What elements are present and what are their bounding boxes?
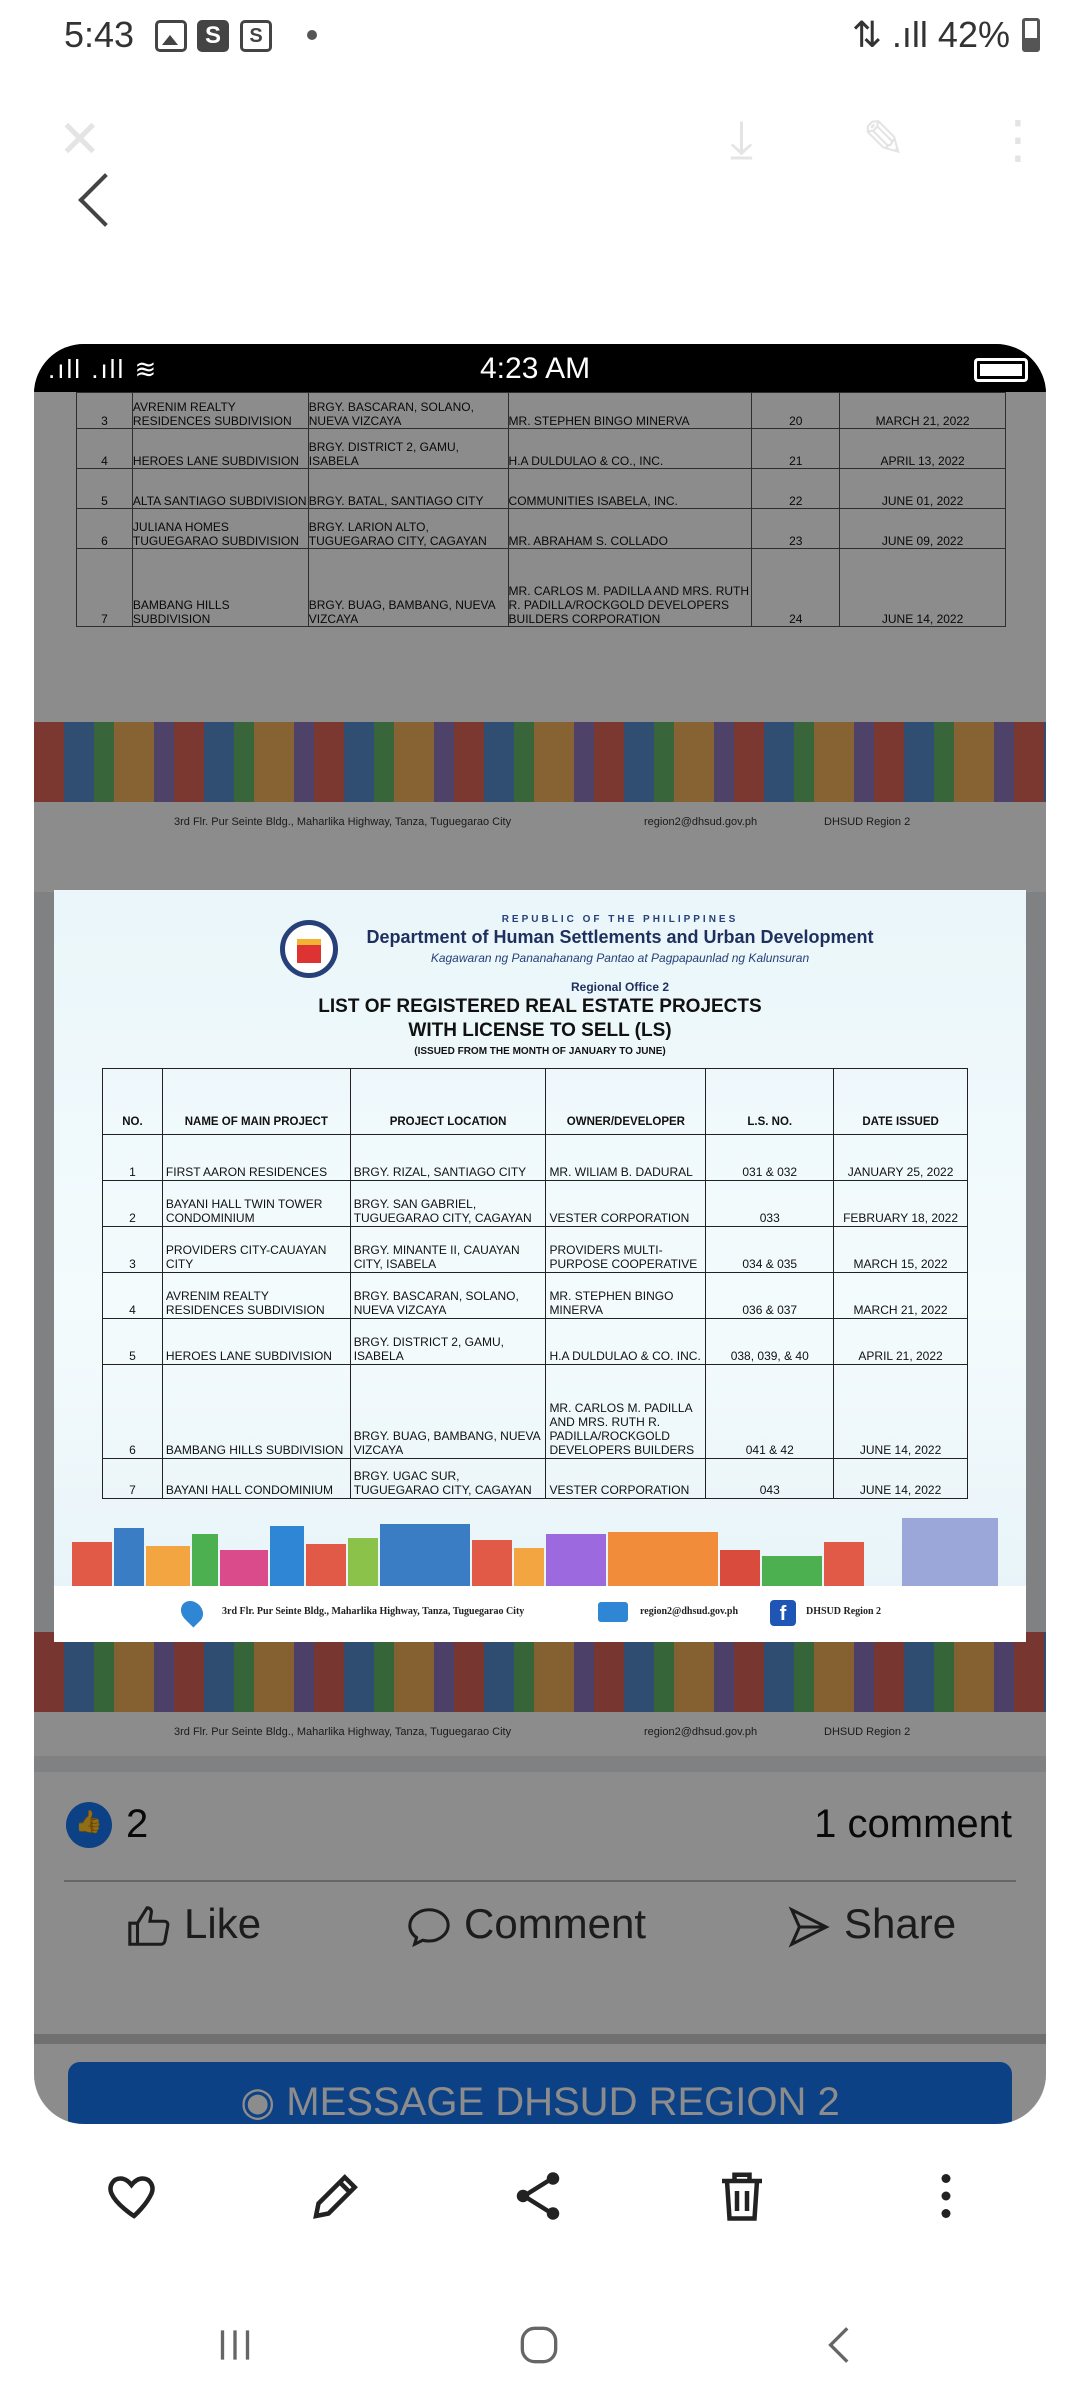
image-viewer-toolbar [0,2140,1080,2250]
table-row [103,1181,968,1227]
back-button[interactable] [70,165,130,235]
cell-project: PROVIDERS CITY-CAUAYAN CITY [162,1227,350,1273]
column-header: OWNER/DEVELOPER [546,1069,706,1135]
cell-project: HEROES LANE SUBDIVISION [162,1319,350,1365]
table-row [103,1365,968,1459]
more-options-icon[interactable] [916,2166,976,2226]
home-icon[interactable] [514,2320,564,2370]
cell-no: 5 [103,1319,163,1365]
footer-page-name: DHSUD Region 2 [806,1606,882,1617]
column-header: NO. [103,1069,163,1135]
inner-status-time: 4:23 AM [480,352,591,385]
cell-no: 3 [103,1227,163,1273]
table-row [103,1135,968,1181]
background-skyline [34,722,1046,802]
notification-dot-icon [307,30,317,40]
background-skyline-lower [34,1632,1046,1712]
gallery-icon [155,20,187,52]
cell-date: MARCH 15, 2022 [834,1227,968,1273]
section-divider [34,2034,1046,2044]
cell-ls-no: 043 [706,1459,834,1499]
cell-location: BRGY. RIZAL, SANTIAGO CITY [350,1135,546,1181]
background-footer-lower: 3rd Flr. Pur Seinte Bldg., Maharlika Highway, Tanza, Tuguegarao City region2@dhsud.gov.ph DHSUD Region 2 [34,1712,1046,1756]
table-row [103,1319,968,1365]
cell-location: BRGY. SAN GABRIEL, TUGUEGARAO CITY, CAGAYAN [350,1181,546,1227]
email-icon [598,1602,628,1622]
cell-date: JANUARY 25, 2022 [834,1135,968,1181]
cell-no: 4 [103,1273,163,1319]
cell-date: MARCH 21, 2022 [834,1273,968,1319]
cell-date: FEBRUARY 18, 2022 [834,1181,968,1227]
cell-project: BAMBANG HILLS SUBDIVISION [162,1365,350,1459]
cell-owner: VESTER CORPORATION [546,1459,706,1499]
comment-button[interactable] [404,1900,646,1950]
document-title: LIST OF REGISTERED REAL ESTATE PROJECTS [318,996,762,1017]
department-name: Department of Human Settlements and Urban Development [366,927,874,947]
location-pin-icon [176,1596,207,1627]
republic-label: REPUBLIC OF THE PHILIPPINES [501,914,739,925]
thumbs-up-icon [124,1904,174,1950]
more-icon: ⋮ [992,111,1044,169]
cell-ls-no: 041 & 42 [706,1365,834,1459]
cell-location: BRGY. DISTRICT 2, GAMU, ISABELA [350,1319,546,1365]
cell-no: 7 [103,1459,163,1499]
table-row [103,1227,968,1273]
divider [64,1880,1016,1882]
cell-no: 6 [103,1365,163,1459]
cell-date: JUNE 14, 2022 [834,1459,968,1499]
comment-label: Comment [464,1900,647,1947]
cell-no: 2 [103,1181,163,1227]
table-header-row [103,1069,968,1135]
inner-signal-icon: .ıll .ıll ≋ [48,354,159,384]
background-post-image [34,392,1046,892]
footer-email: region2@dhsud.gov.ph [640,1606,739,1617]
app-s-icon: S [197,20,229,52]
background-footer: 3rd Flr. Pur Seinte Bldg., Maharlika Highway, Tanza, Tuguegarao City region2@dhsud.gov.ph DHSUD Region 2 [34,802,1046,846]
inner-battery-icon [974,358,1028,382]
comment-icon [404,1904,454,1950]
like-count[interactable]: 2 [126,1802,149,1846]
document-title-line2: WITH LICENSE TO SELL (LS) [408,1020,672,1041]
recent-apps-icon[interactable] [210,2320,260,2370]
document-image [54,890,1026,1642]
cell-location: BRGY. UGAC SUR, TUGUEGARAO CITY, CAGAYAN [350,1459,546,1499]
nav-back-icon[interactable] [816,2320,866,2370]
cell-owner: VESTER CORPORATION [546,1181,706,1227]
table-row: 4 HEROES LANE SUBDIVISION BRGY. DISTRICT 2, GAMU, ISABELA H.A DULDULAO & CO., INC. 21 APRIL 13, 2022 [77,429,1006,469]
cell-owner: PROVIDERS MULTI-PURPOSE COOPERATIVE [546,1227,706,1273]
projects-table [102,1068,968,1499]
cell-date: APRIL 21, 2022 [834,1319,968,1365]
regional-office: Regional Office 2 [570,980,670,994]
background-table [76,392,1006,627]
table-row [103,1459,968,1499]
status-right: ⇅ .ıll 42% [851,14,1010,55]
document-footer [54,1586,1026,1642]
table-row [103,1273,968,1319]
delete-trash-icon[interactable] [712,2166,772,2226]
cell-no: 1 [103,1135,163,1181]
messenger-icon: ◉ [240,2080,287,2124]
cell-owner: H.A DULDULAO & CO. INC. [546,1319,706,1365]
column-header: DATE ISSUED [834,1069,968,1135]
document-subtitle: (ISSUED FROM THE MONTH OF JANUARY TO JUNE) [414,1046,666,1057]
footer-address: 3rd Flr. Pur Seinte Bldg., Maharlika Highway, Tanza, Tuguegarao City [222,1606,525,1617]
navigation-bar [0,2290,1080,2408]
comment-count[interactable]: 1 comment [814,1802,1012,1846]
cell-location: BRGY. BASCARAN, SOLANO, NUEVA VIZCAYA [350,1273,546,1319]
battery-icon [1022,18,1040,52]
city-skyline-illustration [54,1518,1026,1586]
shop-bag-icon: S [240,20,272,52]
cell-ls-no: 038, 039, & 40 [706,1319,834,1365]
share-icon[interactable] [508,2166,568,2226]
column-header: PROJECT LOCATION [350,1069,546,1135]
inner-status-bar [34,344,1046,392]
close-icon: ✕ [58,111,102,169]
cell-date: JUNE 14, 2022 [834,1365,968,1459]
share-icon [784,1904,834,1950]
edit-icon: ✎ [862,111,906,169]
share-button[interactable] [784,1900,956,1950]
cell-project: BAYANI HALL TWIN TOWER CONDOMINIUM [162,1181,350,1227]
cell-location: BRGY. BUAG, BAMBANG, NUEVA VIZCAYA [350,1365,546,1459]
cell-ls-no: 031 & 032 [706,1135,834,1181]
table-row: 7 BAMBANG HILLS SUBDIVISION BRGY. BUAG, BAMBANG, NUEVA VIZCAYA MR. CARLOS M. PADILLA AND MRS. RUTH R. PADILLA/ROCKGOLD DEVELOPERS BUILDERS CORPORATION 24 JUNE 14, 2022 [77,549,1006,627]
edit-pencil-icon[interactable] [306,2166,366,2226]
message-button-label: MESSAGE DHSUD REGION 2 [286,2080,840,2124]
share-label: Share [844,1900,957,1947]
table-row: 6 JULIANA HOMES TUGUEGARAO SUBDIVISION BRGY. LARION ALTO, TUGUEGARAO CITY, CAGAYAN MR. ABRAHAM S. COLLADO 23 JUNE 09, 2022 [77,509,1006,549]
like-button[interactable] [124,1900,261,1950]
status-time: 5:43 [64,14,135,55]
facebook-icon: f [770,1600,796,1626]
cell-project: FIRST AARON RESIDENCES [162,1135,350,1181]
cell-location: BRGY. MINANTE II, CAUAYAN CITY, ISABELA [350,1227,546,1273]
cell-owner: MR. WILIAM B. DADURAL [546,1135,706,1181]
column-header: NAME OF MAIN PROJECT [162,1069,350,1135]
department-tagalog: Kagawaran ng Pananahanang Pantao at Pagpapaunlad ng Kalunsuran [430,951,810,965]
cell-project: BAYANI HALL CONDOMINIUM [162,1459,350,1499]
cell-owner: MR. STEPHEN BINGO MINERVA [546,1273,706,1319]
document-header [54,914,1026,994]
download-icon: ⤓ [730,111,753,169]
status-bar [0,0,1080,72]
favorite-heart-icon[interactable] [104,2166,164,2226]
cell-ls-no: 036 & 037 [706,1273,834,1319]
like-reaction-icon [66,1802,112,1848]
table-row: 5 ALTA SANTIAGO SUBDIVISION BRGY. BATAL, SANTIAGO CITY COMMUNITIES ISABELA, INC. 22 JUNE 01, 2022 [77,469,1006,509]
post-reactions [34,1772,1046,2124]
cell-project: AVRENIM REALTY RESIDENCES SUBDIVISION [162,1273,350,1319]
message-page-button[interactable] [68,2062,1012,2124]
cell-owner: MR. CARLOS M. PADILLA AND MRS. RUTH R. PADILLA/ROCKGOLD DEVELOPERS BUILDERS [546,1365,706,1459]
cell-ls-no: 034 & 035 [706,1227,834,1273]
like-label: Like [184,1900,262,1947]
column-header: L.S. NO. [706,1069,834,1135]
cell-ls-no: 033 [706,1181,834,1227]
table-row: 3 AVRENIM REALTY RESIDENCES SUBDIVISION BRGY. BASCARAN, SOLANO, NUEVA VIZCAYA MR. STEPHEN BINGO MINERVA 20 MARCH 21, 2022 [77,393,1006,429]
